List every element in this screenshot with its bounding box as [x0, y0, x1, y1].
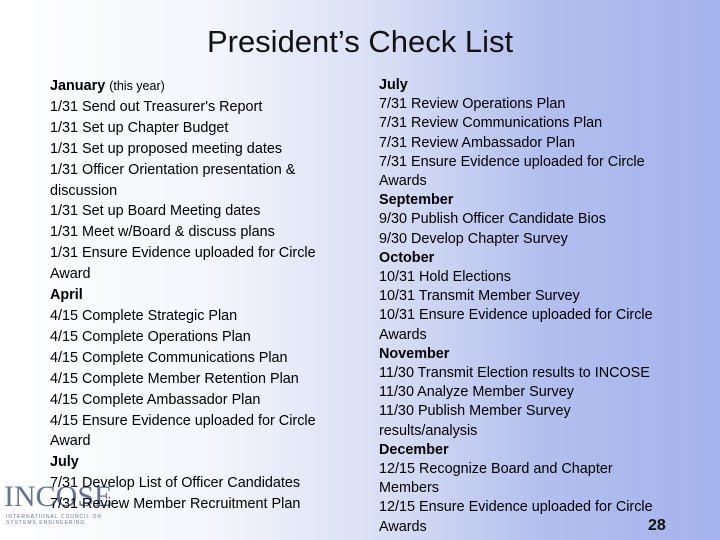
checklist-item: 4/15 Complete Operations Plan — [50, 328, 251, 345]
checklist-item: Awards — [379, 326, 427, 343]
checklist-item: 1/31 Set up Board Meeting dates — [50, 203, 261, 220]
checklist-item: 10/31 Hold Elections — [379, 269, 511, 286]
checklist-item: 7/31 Review Ambassador Plan — [379, 134, 575, 151]
checklist-item: 7/31 Review Communications Plan — [379, 115, 603, 132]
checklist-item: 1/31 Meet w/Board & discuss plans — [50, 224, 275, 241]
checklist-item: 7/31 Develop List of Officer Candidates — [50, 475, 301, 492]
right-checklist-column — [379, 76, 699, 537]
january-heading: January — [50, 78, 106, 94]
left-checklist-column — [50, 76, 360, 515]
logo-text: INCOSE — [4, 480, 113, 513]
checklist-item: 10/31 Ensure Evidence uploaded for Circle — [379, 307, 653, 324]
month-heading-november: November — [379, 345, 450, 362]
checklist-item: 4/15 Complete Member Retention Plan — [50, 370, 299, 387]
checklist-item: 7/31 Review Member Recruitment Plan — [50, 496, 301, 513]
logo-subtitle: INTERNATIONAL COUNCIL ON SYSTEMS ENGINEERING — [6, 514, 103, 526]
checklist-item: Awards — [379, 518, 427, 535]
checklist-item: Award — [50, 266, 91, 283]
month-heading-december: December — [379, 441, 449, 458]
month-heading-april: April — [50, 287, 83, 304]
checklist-item: 9/30 Publish Officer Candidate Bios — [379, 211, 606, 228]
checklist-item: 1/31 Ensure Evidence uploaded for Circle — [50, 245, 316, 262]
month-heading-july-left: July — [50, 454, 79, 471]
checklist-item: results/analysis — [379, 422, 478, 439]
checklist-item: Awards — [379, 173, 427, 190]
page-number: 28 — [648, 517, 666, 534]
month-heading-september: September — [379, 192, 454, 209]
checklist-item: 1/31 Officer Orientation presentation & — [50, 161, 296, 178]
month-heading-january — [50, 76, 360, 97]
month-heading-october: October — [379, 249, 435, 266]
checklist-item: 1/31 Send out Treasurer's Report — [50, 98, 263, 115]
slide-title: President’s Check List — [206, 24, 514, 59]
checklist-item: Members — [379, 480, 439, 497]
checklist-item: 4/15 Complete Communications Plan — [50, 349, 288, 366]
checklist-item: 4/15 Complete Strategic Plan — [50, 307, 238, 324]
month-heading-july: July — [379, 77, 408, 93]
checklist-item: 7/31 Ensure Evidence uploaded for Circle — [379, 153, 645, 170]
checklist-item: 10/31 Transmit Member Survey — [379, 288, 580, 305]
january-note: (this year) — [109, 79, 165, 93]
checklist-item: 9/30 Develop Chapter Survey — [379, 230, 568, 247]
checklist-item: 12/15 Recognize Board and Chapter — [379, 461, 613, 478]
checklist-item: 1/31 Set up proposed meeting dates — [50, 140, 283, 157]
checklist-item: 11/30 Publish Member Survey — [379, 403, 571, 420]
checklist-item: 11/30 Transmit Election results to INCOSE — [379, 365, 650, 382]
checklist-item: Award — [50, 433, 91, 450]
checklist-item: discussion — [50, 182, 118, 199]
checklist-item: 7/31 Review Operations Plan — [379, 96, 566, 113]
checklist-item: 4/15 Complete Ambassador Plan — [50, 391, 261, 408]
checklist-item: 11/30 Analyze Member Survey — [379, 384, 574, 401]
checklist-item: 12/15 Ensure Evidence uploaded for Circle — [379, 499, 653, 516]
checklist-item: 1/31 Set up Chapter Budget — [50, 119, 229, 136]
checklist-item: 4/15 Ensure Evidence uploaded for Circle — [50, 412, 316, 429]
